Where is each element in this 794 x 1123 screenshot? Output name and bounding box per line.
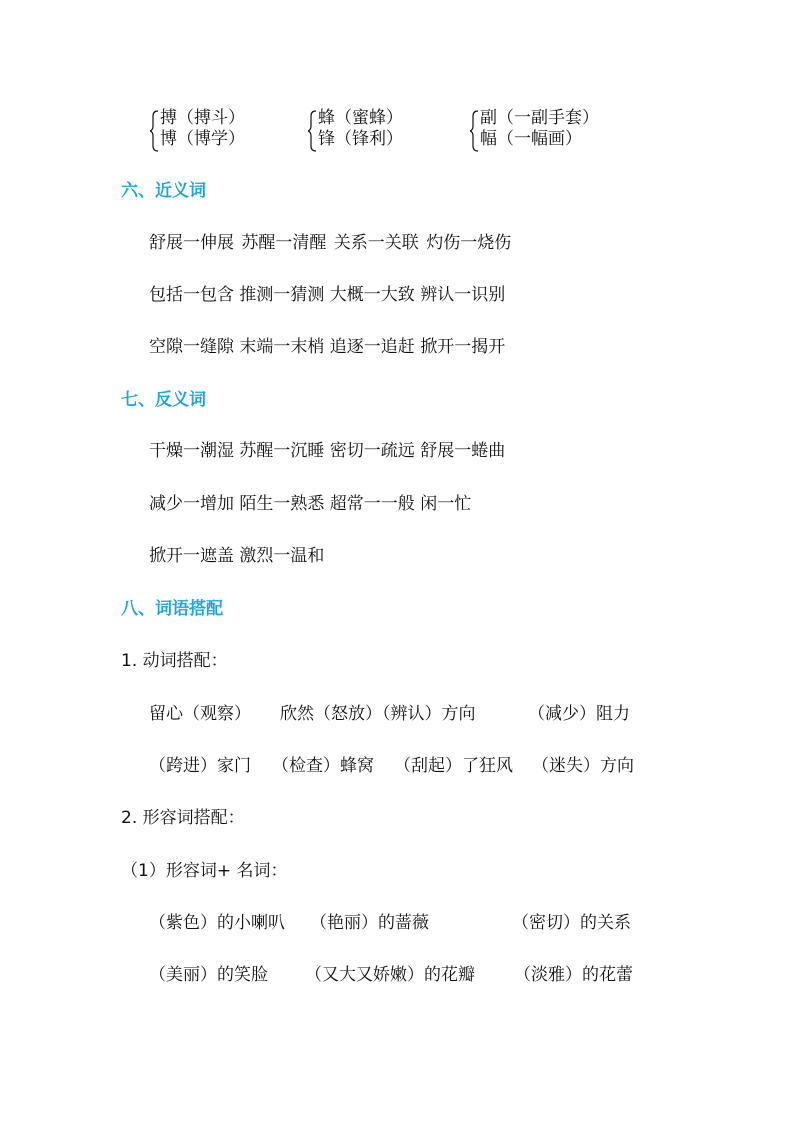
brace-icon [150,110,160,152]
brace-group-bottom: 幅（一幅画） [480,129,582,149]
brace-group-bottom: 锋（锋利） [318,129,403,149]
verb-item: 留心（观察） [149,704,251,724]
verb-item: （减少）阻力 [528,704,630,724]
verb-item: 欣然（怒放）（辨认）方向 [280,704,476,724]
synonym-row: 空隙一缝隙 末端一末梢 追逐一追赶 掀开一揭开 [149,337,506,357]
adj-item: （又大又娇嫩）的花瓣 [305,965,475,985]
adj-item: （淡雅）的花蕾 [514,965,633,985]
verb-collocation-title: 1. 动词搭配： [121,651,228,671]
adj-item: （美丽）的笑脸 [149,965,268,985]
adj-noun-subtitle: （1）形容词+ 名词： [121,861,288,881]
brace-group-top: 蜂（蜜蜂） [318,108,403,128]
antonym-row: 干燥一潮湿 苏醒一沉睡 密切一疏远 舒展一蜷曲 [149,441,506,461]
brace-group-top: 搏（搏斗） [160,108,245,128]
verb-item: （刮起）了狂风 [394,756,513,776]
brace-icon [470,110,480,152]
verb-item: （检查）蜂窝 [272,756,374,776]
adj-item: （密切）的关系 [512,913,631,933]
antonym-row: 掀开一遮盖 激烈一温和 [149,546,325,566]
adj-item: （紫色）的小喇叭 [149,913,285,933]
section-title-synonyms: 六、近义词 [121,181,206,201]
brace-icon [308,110,318,152]
section-title-antonyms: 七、反义词 [121,390,206,410]
adj-item: （艳丽）的蔷薇 [310,913,429,933]
antonym-row: 减少一增加 陌生一熟悉 超常一一般 闲一忙 [149,494,472,514]
synonym-row: 包括一包含 推测一猜测 大概一大致 辨认一识别 [149,285,506,305]
brace-group-top: 副（一副手套） [480,108,599,128]
adj-collocation-title: 2. 形容词搭配： [121,808,245,828]
verb-item: （迷失）方向 [532,756,634,776]
synonym-row: 舒展一伸展 苏醒一清醒 关系一关联 灼伤一烧伤 [149,233,512,253]
verb-item: （跨进）家门 [149,756,251,776]
brace-group-bottom: 博（博学） [160,129,245,149]
section-title-collocation: 八、词语搭配 [121,599,223,619]
